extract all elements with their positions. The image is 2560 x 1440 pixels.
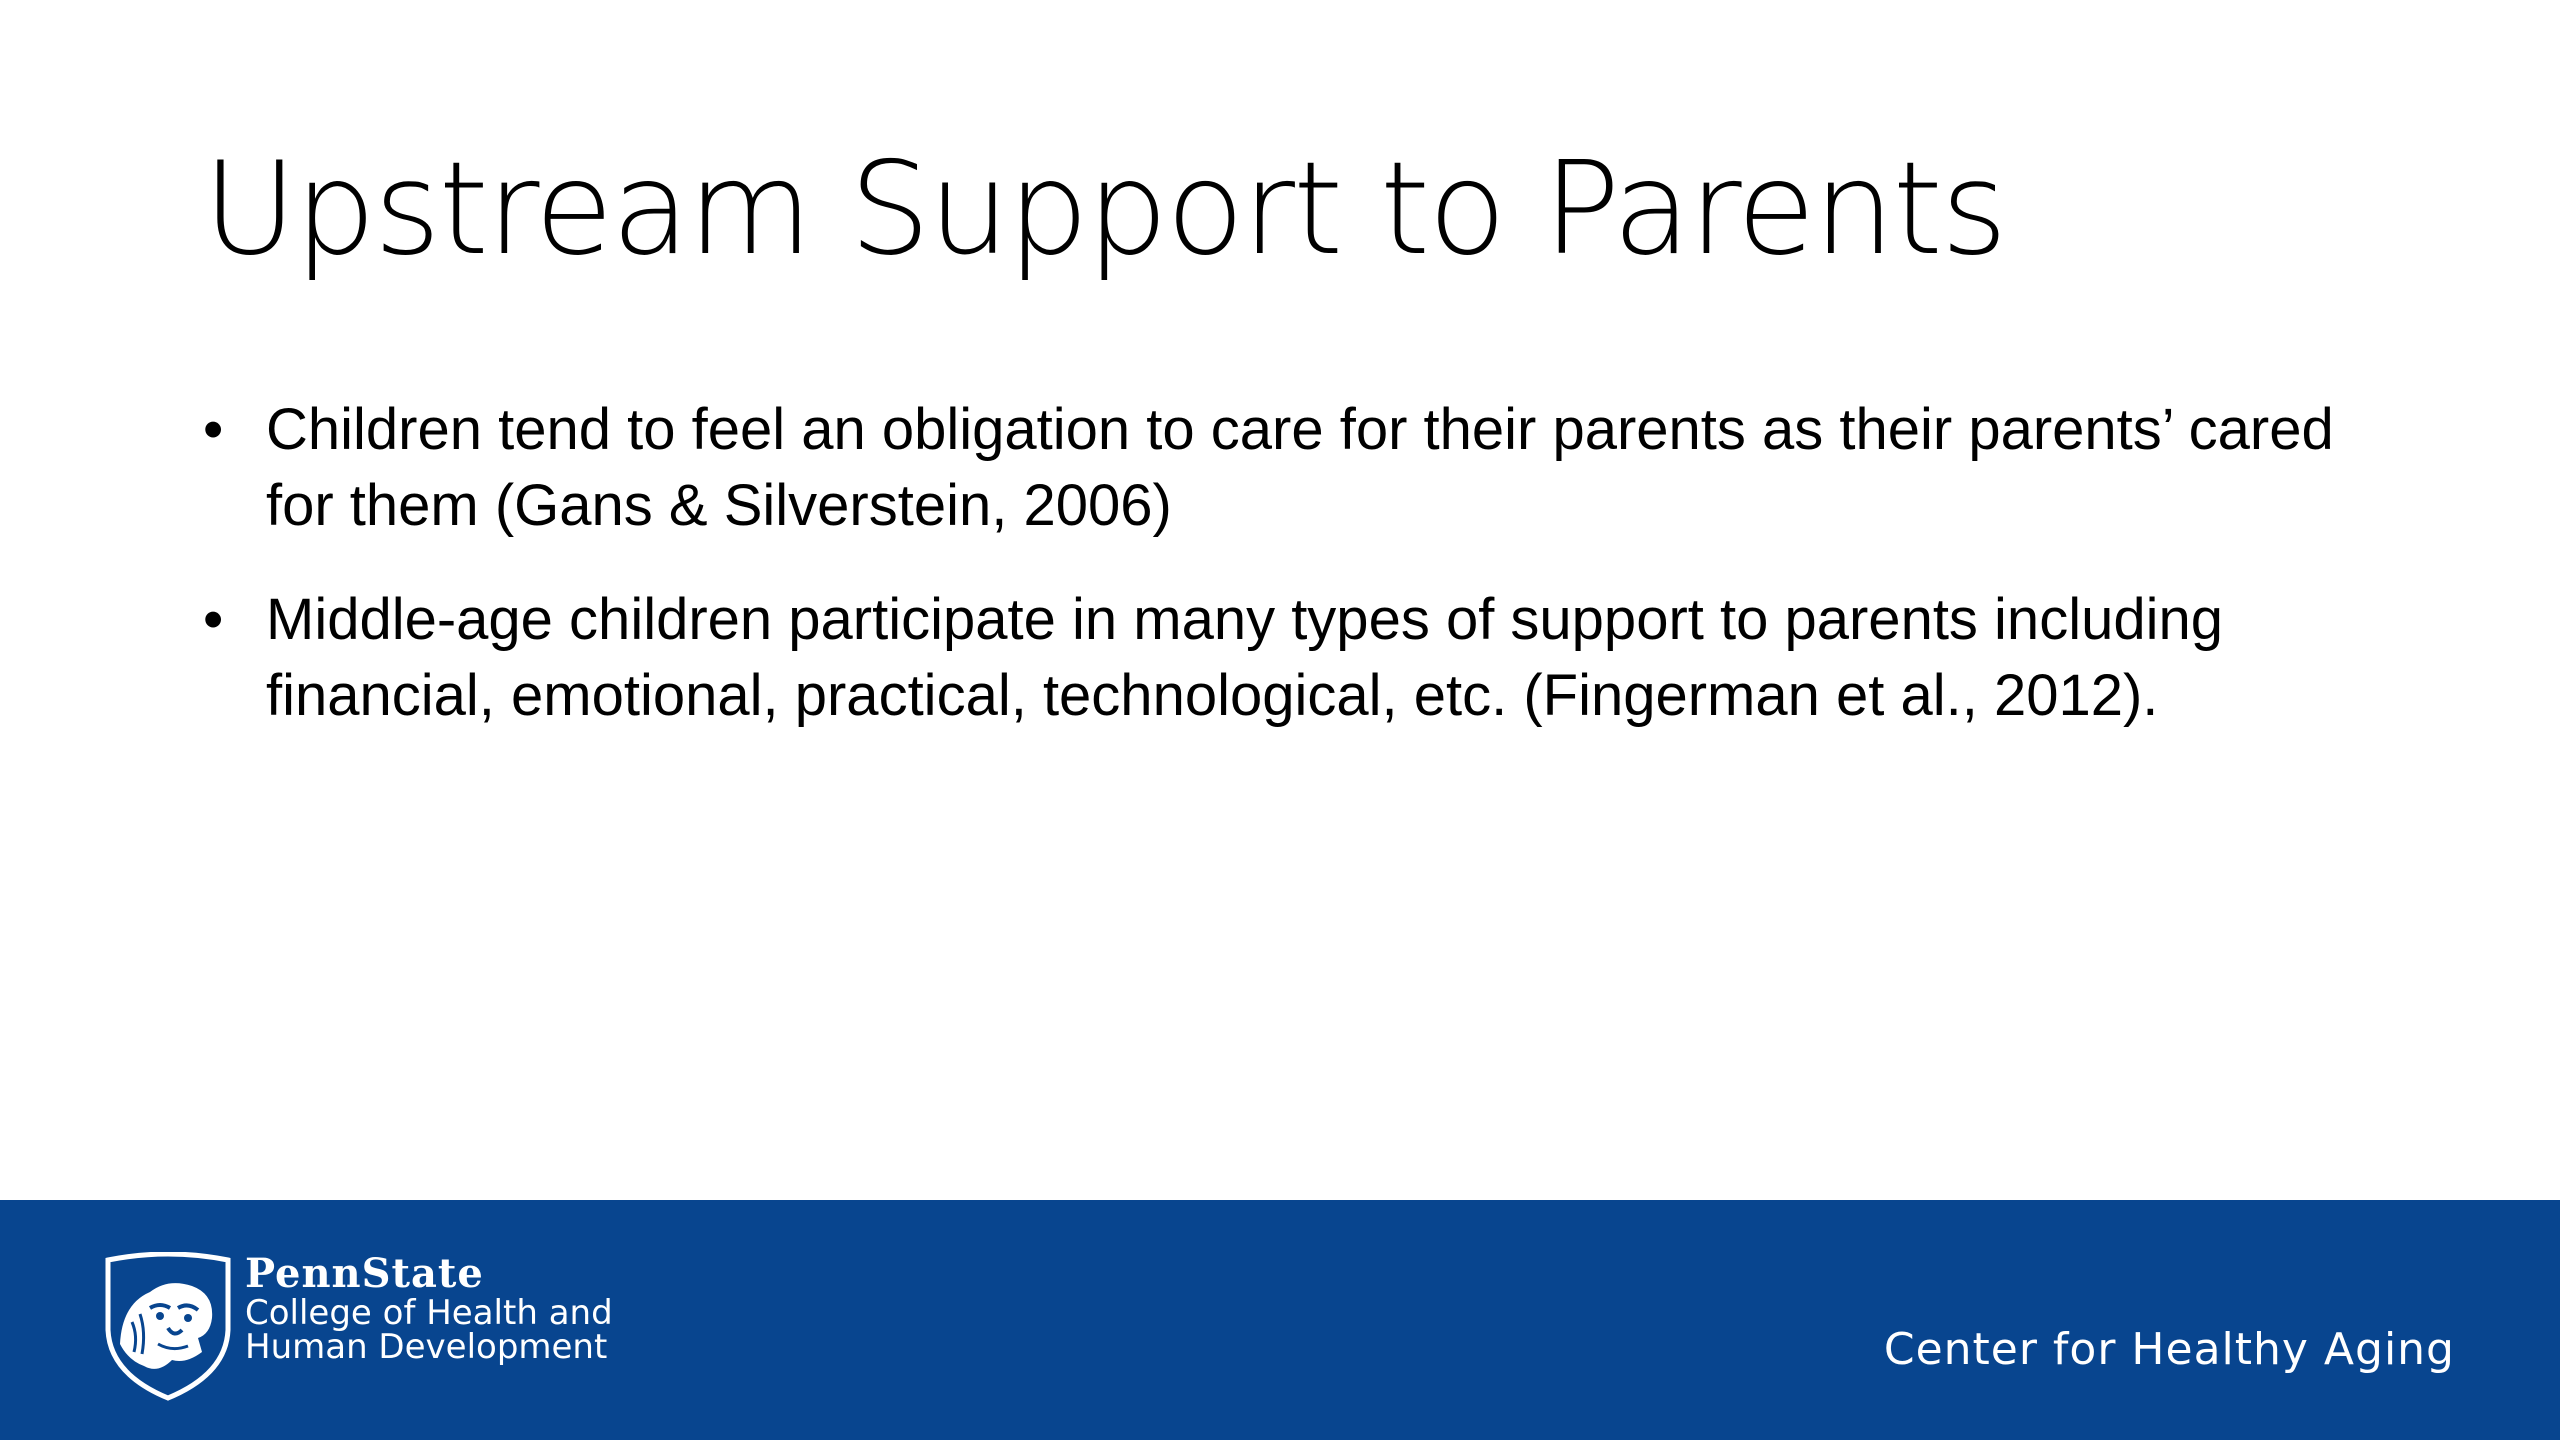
bullet-marker: • [203,397,224,462]
bullet-text: Middle-age children participate in many types of support to parents including financial, emotional, practical, technological, etc. (Fingerman et al., 2012). [266,587,2223,728]
slide-title: Upstream Support to Parents [203,135,2006,284]
nittany-lion-shield-icon [98,1252,238,1402]
bullet-marker: • [203,587,224,652]
center-name: Center for Healthy Aging [1883,1324,2455,1375]
bullet-text: Children tend to feel an obligation to care for their parents as their parents’ cared for them (Gans & Silverstein, 2006) [266,397,2334,538]
college-brand [245,1250,613,1367]
college-name-line2: Human Development [245,1327,608,1367]
college-name-line1: College of Health and [245,1293,613,1333]
footer-bar [0,1200,2560,1440]
brand-name: PennState [245,1250,484,1297]
bullet-item [203,392,2353,544]
bullet-list [203,392,2353,772]
bullet-item [203,582,2353,734]
